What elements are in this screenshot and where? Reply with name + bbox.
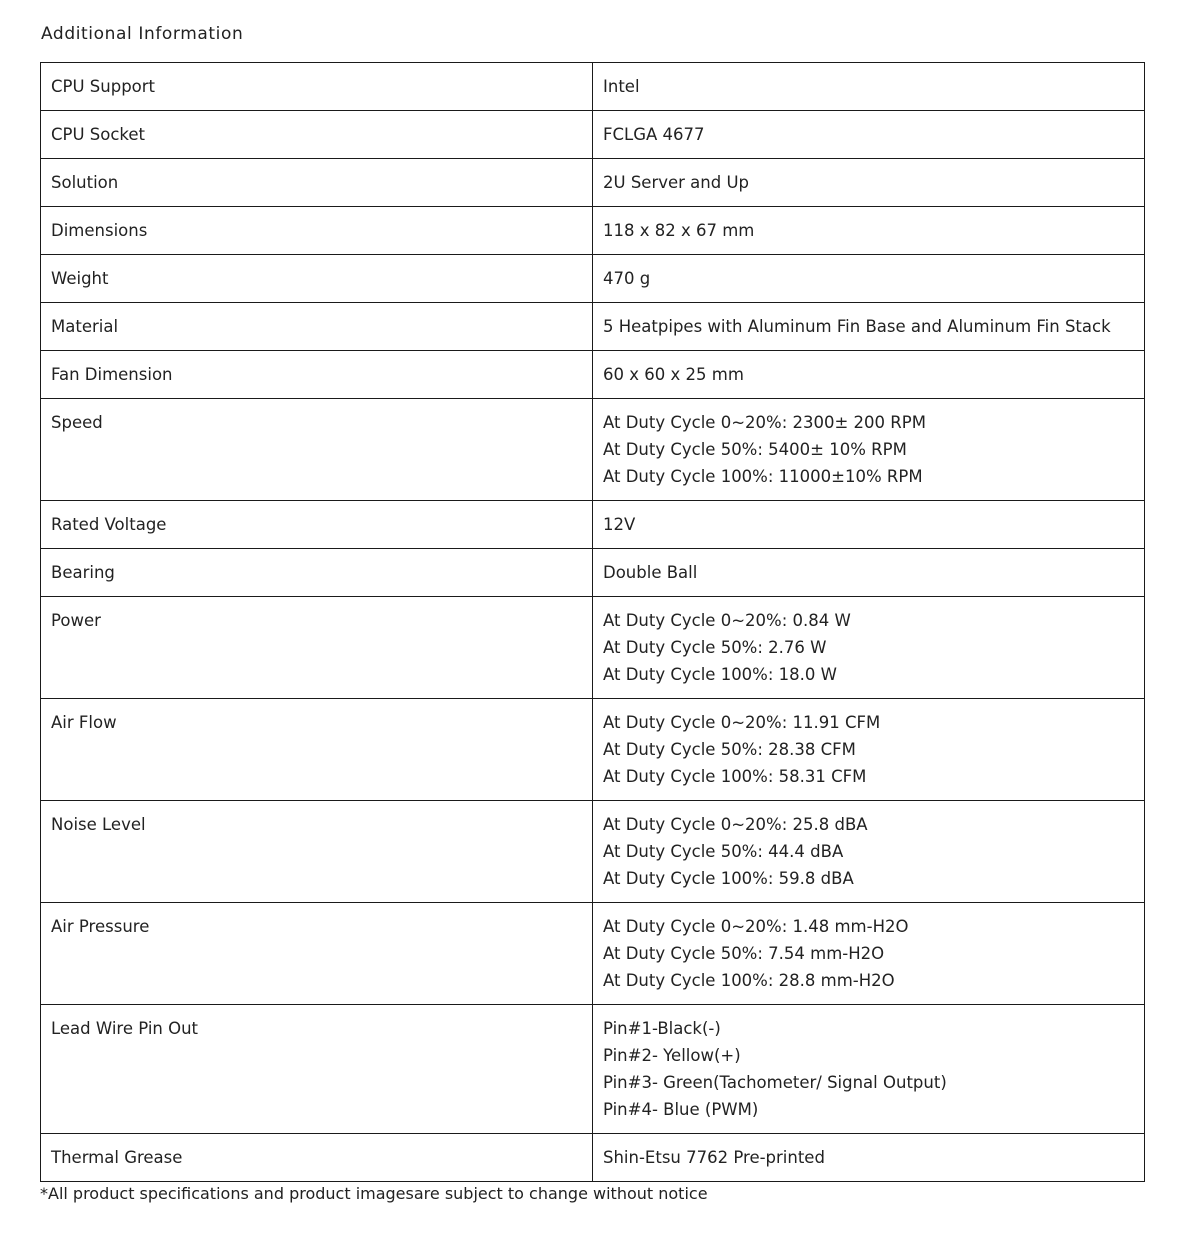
spec-value-line: At Duty Cycle 50%: 2.76 W xyxy=(603,638,827,657)
spec-value-line: At Duty Cycle 0~20%: 0.84 W xyxy=(603,611,851,630)
disclaimer-footnote: *All product specifications and product imagesare subject to change without notice xyxy=(40,1184,708,1203)
spec-row xyxy=(41,303,1145,351)
spec-value-line: Pin#1-Black(-) xyxy=(603,1019,721,1038)
spec-row xyxy=(41,159,1145,207)
spec-row xyxy=(41,255,1145,303)
spec-value-line: Double Ball xyxy=(603,563,698,582)
spec-value-line: 12V xyxy=(603,515,636,534)
spec-value-line: At Duty Cycle 0~20%: 11.91 CFM xyxy=(603,713,881,732)
spec-label: CPU Socket xyxy=(41,111,593,159)
spec-value xyxy=(593,351,1145,399)
spec-value xyxy=(593,903,1145,1005)
spec-value xyxy=(593,801,1145,903)
spec-value-line: At Duty Cycle 50%: 44.4 dBA xyxy=(603,842,844,861)
spec-label: Weight xyxy=(41,255,593,303)
spec-value-line: Shin-Etsu 7762 Pre-printed xyxy=(603,1148,825,1167)
spec-value-line: At Duty Cycle 0~20%: 1.48 mm-H2O xyxy=(603,917,909,936)
spec-value-line: At Duty Cycle 50%: 7.54 mm-H2O xyxy=(603,944,885,963)
spec-label: Fan Dimension xyxy=(41,351,593,399)
spec-value xyxy=(593,63,1145,111)
spec-value xyxy=(593,207,1145,255)
spec-value-line: At Duty Cycle 100%: 58.31 CFM xyxy=(603,767,867,786)
spec-value-line: Pin#2- Yellow(+) xyxy=(603,1046,741,1065)
spec-label: Speed xyxy=(41,399,593,501)
section-title: Additional Information xyxy=(41,24,244,44)
spec-value-line: Pin#3- Green(Tachometer/ Signal Output) xyxy=(603,1073,947,1092)
spec-value xyxy=(593,111,1145,159)
spec-value-line: At Duty Cycle 0~20%: 25.8 dBA xyxy=(603,815,868,834)
spec-row xyxy=(41,1134,1145,1182)
spec-label: Air Flow xyxy=(41,699,593,801)
spec-value xyxy=(593,1134,1145,1182)
spec-row xyxy=(41,399,1145,501)
spec-row xyxy=(41,501,1145,549)
spec-value-line: At Duty Cycle 100%: 18.0 W xyxy=(603,665,837,684)
spec-value xyxy=(593,255,1145,303)
spec-label: Air Pressure xyxy=(41,903,593,1005)
spec-value-line: 60 x 60 x 25 mm xyxy=(603,365,744,384)
spec-value-line: 2U Server and Up xyxy=(603,173,750,192)
spec-value-line: FCLGA 4677 xyxy=(603,125,705,144)
spec-value-line: At Duty Cycle 50%: 5400± 10% RPM xyxy=(603,440,907,459)
spec-label: Solution xyxy=(41,159,593,207)
spec-value xyxy=(593,699,1145,801)
spec-value-line: Intel xyxy=(603,77,640,96)
spec-label: Thermal Grease xyxy=(41,1134,593,1182)
spec-row xyxy=(41,597,1145,699)
spec-label: CPU Support xyxy=(41,63,593,111)
spec-row xyxy=(41,801,1145,903)
spec-row xyxy=(41,351,1145,399)
spec-value-line: Pin#4- Blue (PWM) xyxy=(603,1100,759,1119)
spec-value-line: At Duty Cycle 100%: 59.8 dBA xyxy=(603,869,854,888)
spec-value xyxy=(593,303,1145,351)
spec-row xyxy=(41,699,1145,801)
spec-label: Rated Voltage xyxy=(41,501,593,549)
spec-value xyxy=(593,159,1145,207)
spec-value xyxy=(593,549,1145,597)
specifications-table xyxy=(40,62,1145,1182)
spec-value-line: At Duty Cycle 50%: 28.38 CFM xyxy=(603,740,856,759)
spec-value-line: 118 x 82 x 67 mm xyxy=(603,221,755,240)
spec-value-line: 470 g xyxy=(603,269,651,288)
specifications-table-body xyxy=(41,63,1145,1182)
spec-value xyxy=(593,597,1145,699)
spec-row xyxy=(41,903,1145,1005)
spec-row xyxy=(41,63,1145,111)
spec-value-line: 5 Heatpipes with Aluminum Fin Base and Aluminum Fin Stack xyxy=(603,317,1111,336)
spec-value-line: At Duty Cycle 0~20%: 2300± 200 RPM xyxy=(603,413,926,432)
spec-row xyxy=(41,111,1145,159)
spec-value-line: At Duty Cycle 100%: 28.8 mm-H2O xyxy=(603,971,895,990)
spec-label: Power xyxy=(41,597,593,699)
spec-label: Material xyxy=(41,303,593,351)
spec-row xyxy=(41,1005,1145,1134)
spec-row xyxy=(41,549,1145,597)
spec-value-line: At Duty Cycle 100%: 11000±10% RPM xyxy=(603,467,923,486)
spec-value xyxy=(593,501,1145,549)
spec-label: Bearing xyxy=(41,549,593,597)
spec-value xyxy=(593,399,1145,501)
spec-label: Noise Level xyxy=(41,801,593,903)
spec-label: Dimensions xyxy=(41,207,593,255)
spec-value xyxy=(593,1005,1145,1134)
spec-label: Lead Wire Pin Out xyxy=(41,1005,593,1134)
spec-row xyxy=(41,207,1145,255)
